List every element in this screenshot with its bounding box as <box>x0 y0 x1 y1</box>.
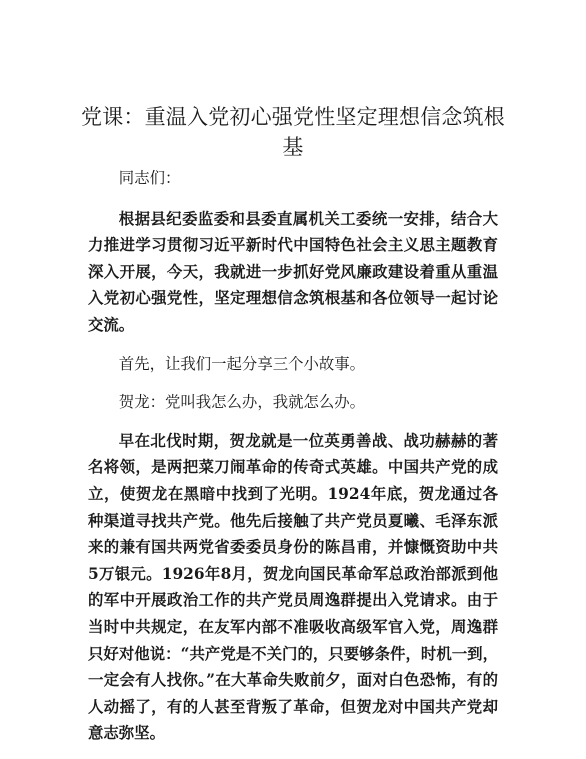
stories-intro-paragraph: 首先，让我们一起分享三个小故事。 <box>118 354 366 373</box>
story-body-paragraph: 早在北伐时期，贺龙就是一位英勇善战、战功赫赫的著名将领，是两把菜刀闹革命的传奇式英雄。中国共产党的成立，使贺龙在黑暗中找到了光明。1924年底，贺龙通过各种渠道寻找共产党。他先后接触了共产党员夏曦、毛泽东派来的兼有国共两党省委委员身份的陈昌甫，并慷慨资助中共5万银元。1926年8月，贺龙向国民革命军总政治部派到他的军中开展政治工作的共产党员周逸群提出入党请求。由于当时中共规定，在友军内部不准吸收高级军官入党，周逸群只好对他说：“共产党是不关门的，只要够条件，时机一到，一定会有人找你。”在大革命失败前夕，面对白色恐怖，有的人动摇了，有的人甚至背叛了革命，但贺龙对中国共产党却意志弥坚。 <box>88 431 498 743</box>
greeting-paragraph: 同志们： <box>118 169 181 187</box>
story-heading-paragraph: 贺龙：党叫我怎么办，我就怎么办。 <box>118 393 366 412</box>
document-body <box>88 165 498 759</box>
intro-paragraph: 根据县纪委监委和县委直属机关工委统一安排，结合大力推进学习贯彻习近平新时代中国特色社会主义思主题教育深入开展，今天，我就进一步抓好党风廉政建设着重从重温入党初心强党性，坚定理想信念筑根基和各位领导一起讨论交流。 <box>88 209 498 334</box>
document-title: 党课：重温入党初心强党性坚定理想信念筑根基 <box>81 105 505 159</box>
